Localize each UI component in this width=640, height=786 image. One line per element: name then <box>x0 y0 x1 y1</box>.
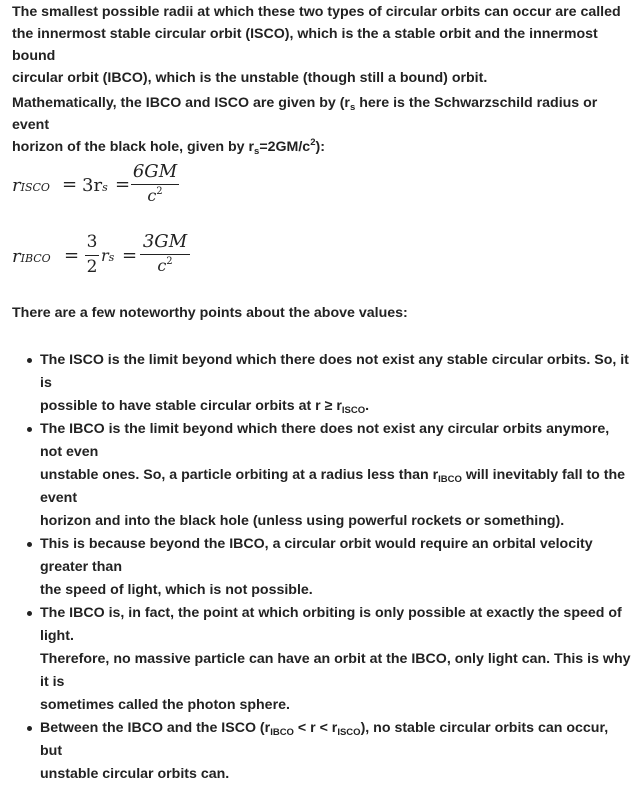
ibco-fraction-bar <box>140 254 190 255</box>
list-item: Between the IBCO and the ISCO $(r_{IBCO} < r < r_{ISCO})$, no stable circular orbits can occur, but unstable circular orbits can. <box>12 717 632 786</box>
isco-lhs: rISCO <box>12 175 50 196</box>
ibco-small-fraction-bar <box>85 255 99 256</box>
list-item: The ISCO is the limit beyond which there does not exist any stable circular orbits. So, it is possible to have stable circular orbits at $r \ge r_{ISCO}$. <box>12 349 632 418</box>
ibco-small-denominator: 2 <box>86 257 98 277</box>
math-intro-text-5: ): <box>315 139 325 155</box>
points-heading: There are a few noteworthy points about the above values: <box>12 305 408 321</box>
isco-equals-1: = <box>62 174 78 195</box>
ibco-small-numerator: 3 <box>86 232 98 252</box>
isco-numerator: 6GM <box>132 161 178 182</box>
list-item: The IBCO is the limit beyond which there does not exist any circular orbits anymore, not even unstable ones. So, a particle orbiting at a radius less than $r_{IBCO}$ will inevitably fall to the event horizon and into the black hole (unless using powerful rockets or something). <box>12 418 632 533</box>
ibco-denominator: $c^2$ <box>157 256 173 275</box>
list-item: The IBCO is, in fact, the point at which orbiting is only possible at exactly the speed of light. Therefore, no massive particle can have an orbit at the IBCO, only light can. This is why it is sometimes called the photon sphere. <box>12 602 632 717</box>
bullet-dot-icon <box>27 358 32 363</box>
isco-denominator: $c^2$ <box>147 186 163 205</box>
superscript-2: 2 <box>310 137 316 148</box>
bullet-list <box>12 349 632 786</box>
list-item: This is because beyond the IBCO, a circular orbit would require an orbital velocity greater than the speed of light, which is not possible. <box>12 533 632 602</box>
ibco-equals-1: = <box>64 245 80 266</box>
intro-line-3: circular orbit (IBCO), which is the unstable (though still a bound) orbit. <box>12 70 488 86</box>
bullet-dot-icon <box>27 427 32 432</box>
ibco-equals-2: = <box>122 245 138 266</box>
intro-paragraph <box>12 1 632 89</box>
bullet-dot-icon <box>27 726 32 731</box>
math-intro-text-1: Mathematically, the IBCO and ISCO are given by (r <box>12 95 350 111</box>
intro-line-2: the innermost stable circular orbit (ISCO), which is the a stable orbit and the innermost bound <box>12 26 598 64</box>
math-intro-line-1 <box>12 92 632 136</box>
isco-equals-2: = <box>115 174 131 195</box>
bullet-dot-icon <box>27 542 32 547</box>
isco-mid: 3rs <box>82 175 108 196</box>
math-intro-text-4: =2GM/c <box>259 139 311 155</box>
ibco-mid: rs <box>101 246 115 265</box>
ibco-numerator: 3GM <box>142 231 188 252</box>
math-intro-paragraph <box>12 92 632 158</box>
isco-fraction-bar <box>131 184 179 185</box>
math-intro-line-2 <box>12 136 632 158</box>
subscript-s: s <box>349 102 356 113</box>
ibco-lhs: rIBCO <box>12 246 51 267</box>
math-intro-text-3: horizon of the black hole, given by r <box>12 139 255 155</box>
intro-line-1: The smallest possible radii at which these two types of circular orbits can occur are called <box>12 4 621 20</box>
bullet-dot-icon <box>27 611 32 616</box>
subscript-s: s <box>254 146 260 157</box>
math-intro-text-2: here is the Schwarzschild radius or event <box>12 95 598 133</box>
